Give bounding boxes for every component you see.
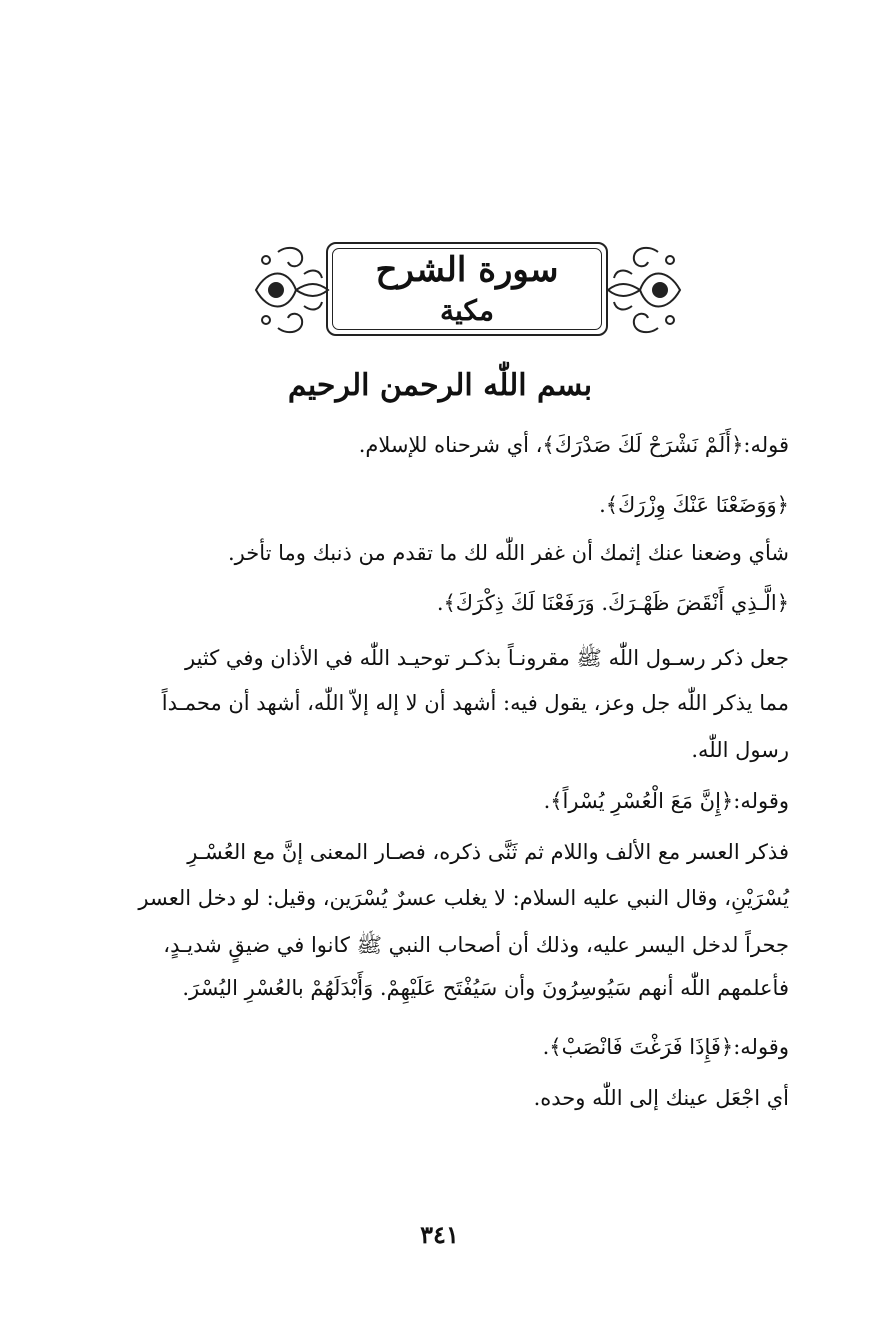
text-line: جحراً لدخل اليسر عليه، وذلك أن أصحاب النبي ﷺ كانوا في ضيقٍ شديـدٍ،: [163, 933, 789, 957]
text-line: يُسْرَيْنِ، وقال النبي عليه السلام: لا يغلب عسرٌ يُسْرَين، وقيل: لو دخل العسر: [138, 886, 789, 910]
sura-type: مكية: [440, 294, 494, 327]
sura-title: سورة الشرح: [375, 250, 559, 290]
text-line: أي اجْعَل عينك إلى اللّٰه وحده.: [533, 1086, 789, 1110]
text-line: رسول اللّٰه.: [691, 738, 789, 762]
text-line: شأي وضعنا عنك إثمك أن غفر اللّٰه لك ما تقدم من ذنبك وما تأخر.: [227, 541, 789, 565]
text-line: فذكر العسر مع الألف واللام ثم ثَنَّى ذكره، فصـار المعنى إنَّ مع العُسْـرِ: [187, 840, 789, 864]
sura-title-frame: [248, 238, 688, 342]
text-line: ﴿وَوَضَعْنَا عَنْكَ وِزْرَكَ﴾.: [599, 493, 789, 517]
text-line: جعل ذكر رسـول اللّٰه ﷺ مقرونـاً بذكـر توحيـد اللّٰه في الأذان وفي كثير: [185, 646, 789, 670]
basmala-heading: بسم اللّٰه الرحمن الرحيم: [287, 368, 593, 403]
text-line: قوله:﴿أَلَمْ نَشْرَحْ لَكَ صَدْرَكَ﴾، أي شرحناه للإسلام.: [358, 433, 789, 457]
page-number: ٣٤١: [420, 1220, 459, 1249]
floral-ornament-icon: [602, 238, 688, 342]
text-line: مما يذكر اللّٰه جل وعز، يقول فيه: أشهد أن لا إله إلاّ اللّٰه، أشهد أن محمـداً: [161, 691, 789, 715]
text-line: وقوله:﴿فَإِذَا فَرَغْتَ فَانْصَبْ﴾.: [542, 1035, 789, 1059]
text-line: وقوله:﴿إِنَّ مَعَ الْعُسْرِ يُسْراً﴾.: [543, 789, 789, 813]
text-line: فأعلمهم اللّٰه أنهم سَيُوسِرُونَ وأن سَيُفْتَح عَلَيْهِمْ. وَأَبْدَلَهُمْ بالعُسْرِ اليُسْرَ.: [182, 976, 789, 1000]
floral-ornament-icon: [248, 238, 334, 342]
text-line: ﴿الَّـذِي أَنْقَضَ ظَهْـرَكَ. وَرَفَعْنَا لَكَ ذِكْرَكَ﴾.: [436, 591, 789, 615]
